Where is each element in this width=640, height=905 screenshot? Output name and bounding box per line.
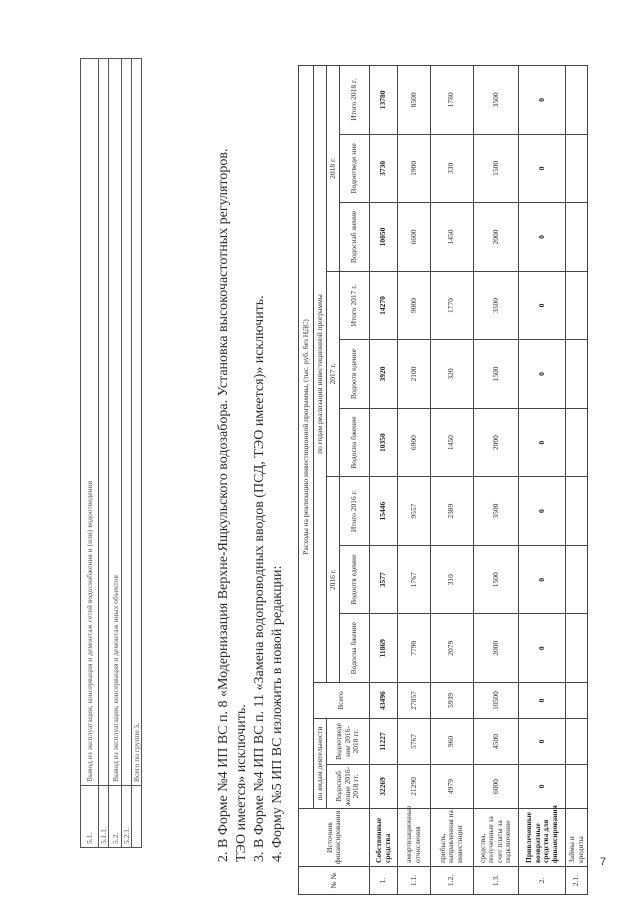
row-source-name: Собственные средства: [370, 809, 398, 867]
row-value: [566, 340, 588, 409]
row-value: 0: [518, 765, 565, 809]
header-source: Источник финансирования: [299, 809, 370, 867]
cell-num: 5.2.1.: [122, 786, 132, 848]
row-value: 13780: [370, 66, 398, 135]
row-value: 9557: [398, 477, 430, 546]
cell-text: [99, 59, 109, 786]
paragraph-item-2: 2. В Форме №4 ИП ВС п. 8 «Модернизация Верхне-Ящкульского водозабора. Установка высокочастотных регуляторов.: [216, 148, 231, 862]
table-row: [430, 66, 473, 895]
table-row: [566, 66, 588, 895]
cell-text: Вывод из эксплуатации, консервация и демонтаж сетей водоснабжения и (или) водоотведения: [81, 59, 99, 786]
row-value: 6900: [398, 408, 430, 477]
row-value: 0: [518, 408, 565, 477]
header-disposal: Водоотв едение: [339, 340, 369, 409]
row-value: 6000: [473, 765, 518, 809]
row-value: [566, 545, 588, 614]
header-supply: Водосна бжение: [339, 408, 369, 477]
row-value: 10350: [370, 408, 398, 477]
cell-text: Вывод из эксплуатации, консервация и демонтаж иных объектов: [109, 59, 122, 786]
row-value: 0: [518, 719, 565, 765]
row-value: 1450: [430, 408, 473, 477]
cell-num: 5.2.: [109, 786, 122, 848]
row-source-name: прибыль, направленная на инвестиции: [430, 809, 473, 867]
row-value: 1767: [398, 545, 430, 614]
row-value: 2389: [430, 477, 473, 546]
paragraph-item-2-cont: ТЭО имеется» исключить.: [234, 704, 249, 862]
row-value: 27057: [398, 683, 430, 719]
row-value: 320: [430, 340, 473, 409]
row-value: 3920: [370, 340, 398, 409]
row-value: [566, 271, 588, 340]
cell-num: [132, 786, 142, 848]
table-row: [370, 66, 398, 895]
row-value: 7790: [398, 614, 430, 683]
row-value: 1500: [473, 545, 518, 614]
header-by-activity: по видам деятельности: [314, 719, 327, 809]
header-supply: Водоснаб жение: [339, 203, 369, 272]
paragraph-item-3: 3. В Форме №4 ИП ВС п. 11 «Замена водопроводных вводов (ПСД, ТЭО имеется)» исключить.: [252, 295, 267, 862]
row-value: 0: [518, 203, 565, 272]
page-number: 7: [600, 856, 607, 868]
row-value: 2000: [473, 203, 518, 272]
row-num: 1.3.: [473, 867, 518, 895]
row-value: [566, 614, 588, 683]
row-value: 3500: [473, 477, 518, 546]
header-total: Всего: [314, 683, 370, 719]
row-value: 6600: [398, 203, 430, 272]
row-value: 14270: [370, 271, 398, 340]
row-value: 8500: [398, 66, 430, 135]
row-value: [566, 719, 588, 765]
row-value: 11227: [370, 719, 398, 765]
row-value: 2000: [473, 614, 518, 683]
header-disposal: Водоотведе ние: [339, 134, 369, 203]
paragraph-item-4: 4. Форму №5 ИП ВС изложить в новой редакции:: [270, 565, 285, 862]
row-value: 0: [518, 683, 565, 719]
row-value: 1500: [473, 134, 518, 203]
row-value: 15446: [370, 477, 398, 546]
row-value: 330: [430, 134, 473, 203]
row-num: 2.1.: [566, 867, 588, 895]
header-year-total: Итого 2016 г.: [339, 477, 369, 546]
row-value: 0: [518, 477, 565, 546]
investment-table: [298, 65, 588, 895]
row-value: 0: [518, 134, 565, 203]
row-value: [566, 683, 588, 719]
row-value: 1770: [430, 271, 473, 340]
row-value: 0: [518, 340, 565, 409]
row-value: 11869: [370, 614, 398, 683]
row-value: 4500: [473, 719, 518, 765]
row-value: 1900: [398, 134, 430, 203]
row-value: 9000: [398, 271, 430, 340]
header-supply-range: Водоснаб жение 2016-2018 гг.: [327, 765, 370, 809]
header-year-2017: 2017 г.: [327, 271, 340, 477]
row-value: 1500: [473, 340, 518, 409]
row-value: 0: [518, 271, 565, 340]
row-source-name: Займы и кредиты: [566, 809, 588, 867]
row-source-name: амортизационные отчисления: [398, 809, 430, 867]
row-value: 1450: [430, 203, 473, 272]
row-value: 4979: [430, 765, 473, 809]
row-num: 1.: [370, 867, 398, 895]
header-num: № №: [299, 867, 370, 895]
table-row: [398, 66, 430, 895]
row-source-name: Привлеченные возвратные средства для финансирования: [518, 809, 565, 867]
row-value: 2000: [473, 408, 518, 477]
row-value: 21290: [398, 765, 430, 809]
table-row: [518, 66, 565, 895]
row-value: [566, 477, 588, 546]
row-value: 310: [430, 545, 473, 614]
top-table: [80, 58, 141, 848]
header-year-2018: 2018 г.: [327, 66, 340, 272]
header-disposal-range: Водоотведе ние 2016-2018 гг.: [327, 719, 370, 765]
row-value: 0: [518, 545, 565, 614]
row-source-name: средства, полученные за счет платы за подключение: [473, 809, 518, 867]
row-value: 2079: [430, 614, 473, 683]
row-value: 1780: [430, 66, 473, 135]
cell-text: Всего по группе 5.: [132, 59, 142, 786]
row-value: 3730: [370, 134, 398, 203]
header-supply: Водосна бжение: [339, 614, 369, 683]
row-value: 3577: [370, 545, 398, 614]
header-year-total: Итого 2017 г.: [339, 271, 369, 340]
header-by-years: по годам реализации инвестиционной программы: [314, 66, 327, 683]
row-value: 10500: [473, 683, 518, 719]
row-value: [566, 66, 588, 135]
cell-num: 5.1.1.: [99, 786, 109, 848]
row-value: 0: [518, 614, 565, 683]
row-value: 0: [518, 66, 565, 135]
row-value: [566, 203, 588, 272]
row-value: 2100: [398, 340, 430, 409]
cell-text: [122, 59, 132, 786]
row-value: 10050: [370, 203, 398, 272]
header-expenses: Расходы на реализацию инвестиционной программы, (тыс. руб. без НДС): [299, 66, 314, 809]
row-value: 5939: [430, 683, 473, 719]
row-num: 1.1.: [398, 867, 430, 895]
row-value: [566, 408, 588, 477]
cell-num: 5.1.: [81, 786, 99, 848]
row-value: 3500: [473, 271, 518, 340]
row-value: [566, 134, 588, 203]
header-disposal: Водоотв едение: [339, 545, 369, 614]
row-value: 43496: [370, 683, 398, 719]
row-value: 5767: [398, 719, 430, 765]
row-value: [566, 765, 588, 809]
row-value: 32269: [370, 765, 398, 809]
row-value: 960: [430, 719, 473, 765]
header-year-2016: 2016 г.: [327, 477, 340, 683]
row-num: 2.: [518, 867, 565, 895]
row-value: 3500: [473, 66, 518, 135]
header-year-total: Итого 2018 г.: [339, 66, 369, 135]
table-row: [473, 66, 518, 895]
row-num: 1.2.: [430, 867, 473, 895]
